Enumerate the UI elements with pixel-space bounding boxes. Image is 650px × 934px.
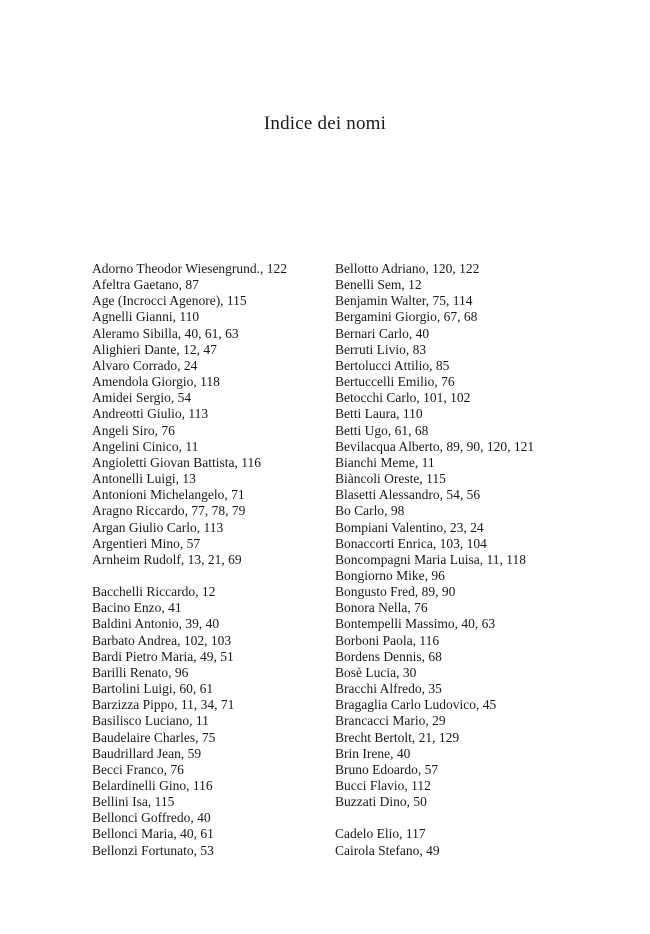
index-entry: Bartolini Luigi, 60, 61 [92, 681, 214, 697]
index-entry: Alighieri Dante, 12, 47 [92, 341, 217, 357]
index-entry: Bacino Enzo, 41 [92, 600, 182, 616]
index-entry: Bellotto Adriano, 120, 122 [335, 261, 480, 276]
index-entry: Argan Giulio Carlo, 113 [92, 519, 224, 535]
index-entry: Bongiorno Mike, 96 [335, 567, 445, 583]
index-entry: Bo Carlo, 98 [335, 503, 405, 519]
index-entry: Angioletti Giovan Battista, 116 [92, 454, 261, 470]
index-entry: Bracchi Alfredo, 35 [335, 681, 442, 697]
index-entry: Barilli Renato, 96 [92, 664, 189, 680]
index-entry: Antonioni Michelangelo, 71 [92, 487, 245, 503]
index-entry: Bucci Flavio, 112 [335, 778, 431, 793]
index-entry: Angeli Siro, 76 [92, 422, 175, 438]
index-entry: Age (Incrocci Agenore), 115 [92, 293, 247, 309]
index-entry: Bardi Pietro Maria, 49, 51 [92, 648, 234, 664]
index-entry: Benelli Sem, 12 [335, 277, 422, 293]
index-entry: Berruti Livio, 83 [335, 341, 427, 357]
index-entry: Bonora Nella, 76 [335, 600, 428, 616]
index-entry: Brancacci Mario, 29 [335, 713, 446, 729]
index-entry: Bompiani Valentino, 23, 24 [335, 519, 484, 535]
index-entry: Bianchi Meme, 11 [335, 454, 435, 470]
index-entry: Bontempelli Massimo, 40, 63 [335, 616, 496, 632]
index-entry: Baudelaire Charles, 75 [92, 729, 216, 745]
index-entry: Bertolucci Attilio, 85 [335, 357, 450, 373]
index-entry: Bacchelli Riccardo, 12 [92, 584, 216, 600]
index-entry: Barbato Andrea, 102, 103 [92, 632, 232, 648]
index-entry: Bellonzi Fortunato, 53 [92, 842, 214, 858]
index-entry: Cadelo Elio, 117 [335, 826, 426, 842]
page-title: Indice dei nomi [263, 113, 387, 134]
index-entry: Bragaglia Carlo Ludovico, 45 [335, 697, 497, 713]
index-entry: Antonelli Luigi, 13 [92, 471, 196, 487]
index-letter-group [335, 826, 635, 858]
index-entry: Bergamini Giorgio, 67, 68 [335, 309, 478, 325]
index-entry: Argentieri Mino, 57 [92, 535, 201, 551]
index-column-left [92, 261, 327, 859]
index-entry: Alvaro Corrado, 24 [92, 357, 198, 373]
index-entry: Basilisco Luciano, 11 [92, 713, 209, 729]
index-entry: Bordens Dennis, 68 [335, 648, 442, 664]
index-entry: Bertuccelli Emilio, 76 [335, 374, 455, 390]
index-entry: Betti Laura, 110 [335, 406, 423, 422]
index-entry: Agnelli Gianni, 110 [92, 309, 200, 325]
index-entry: Belardinelli Gino, 116 [92, 777, 213, 793]
index-entry: Biàncoli Oreste, 115 [335, 471, 446, 487]
index-entry: Brecht Bertolt, 21, 129 [335, 729, 460, 745]
index-letter-group [92, 261, 327, 568]
index-entry: Bosè Lucia, 30 [335, 664, 417, 680]
index-entry: Becci Franco, 76 [92, 761, 184, 777]
index-entry: Arnheim Rudolf, 13, 21, 69 [92, 551, 242, 567]
index-entry: Bongusto Fred, 89, 90 [335, 584, 456, 600]
index-entry: Boncompagni Maria Luisa, 11, 118 [335, 551, 526, 567]
index-entry: Bevilacqua Alberto, 89, 90, 120, 121 [335, 438, 535, 454]
index-entry: Barzizza Pippo, 11, 34, 71 [92, 697, 235, 713]
index-entry: Betti Ugo, 61, 68 [335, 422, 429, 438]
index-entry: Baldini Antonio, 39, 40 [92, 616, 220, 632]
index-entry: Bernari Carlo, 40 [335, 325, 430, 341]
index-letter-group [335, 261, 635, 810]
index-entry: Amidei Sergio, 54 [92, 390, 192, 406]
index-entry: Baudrillard Jean, 59 [92, 745, 202, 761]
index-entry: Andreotti Giulio, 113 [92, 406, 209, 422]
index-entry: Brin Irene, 40 [335, 745, 411, 761]
index-entry: Buzzati Dino, 50 [335, 794, 427, 810]
index-entry: Adorno Theodor Wiesengrund., 122 [92, 261, 288, 276]
index-entry: Afeltra Gaetano, 87 [92, 277, 199, 293]
index-entry: Blasetti Alessandro, 54, 56 [335, 487, 481, 503]
index-entry: Bellonci Maria, 40, 61 [92, 826, 214, 842]
index-entry: Aleramo Sibilla, 40, 61, 63 [92, 325, 239, 341]
index-entry: Bonaccorti Enrica, 103, 104 [335, 535, 487, 551]
index-entry: Borboni Paola, 116 [335, 632, 440, 648]
index-letter-group [92, 584, 327, 859]
index-entry: Betocchi Carlo, 101, 102 [335, 390, 471, 406]
index-entry: Cairola Stefano, 49 [335, 842, 440, 858]
index-entry: Bellonci Goffredo, 40 [92, 810, 211, 826]
index-entry: Aragno Riccardo, 77, 78, 79 [92, 503, 246, 519]
index-column-right [335, 261, 635, 859]
index-entry: Bellini Isa, 115 [92, 794, 175, 810]
index-entry: Angelini Cinico, 11 [92, 438, 199, 454]
index-entry: Benjamin Walter, 75, 114 [335, 293, 473, 309]
index-entry: Amendola Giorgio, 118 [92, 374, 220, 390]
index-entry: Bruno Edoardo, 57 [335, 761, 439, 777]
